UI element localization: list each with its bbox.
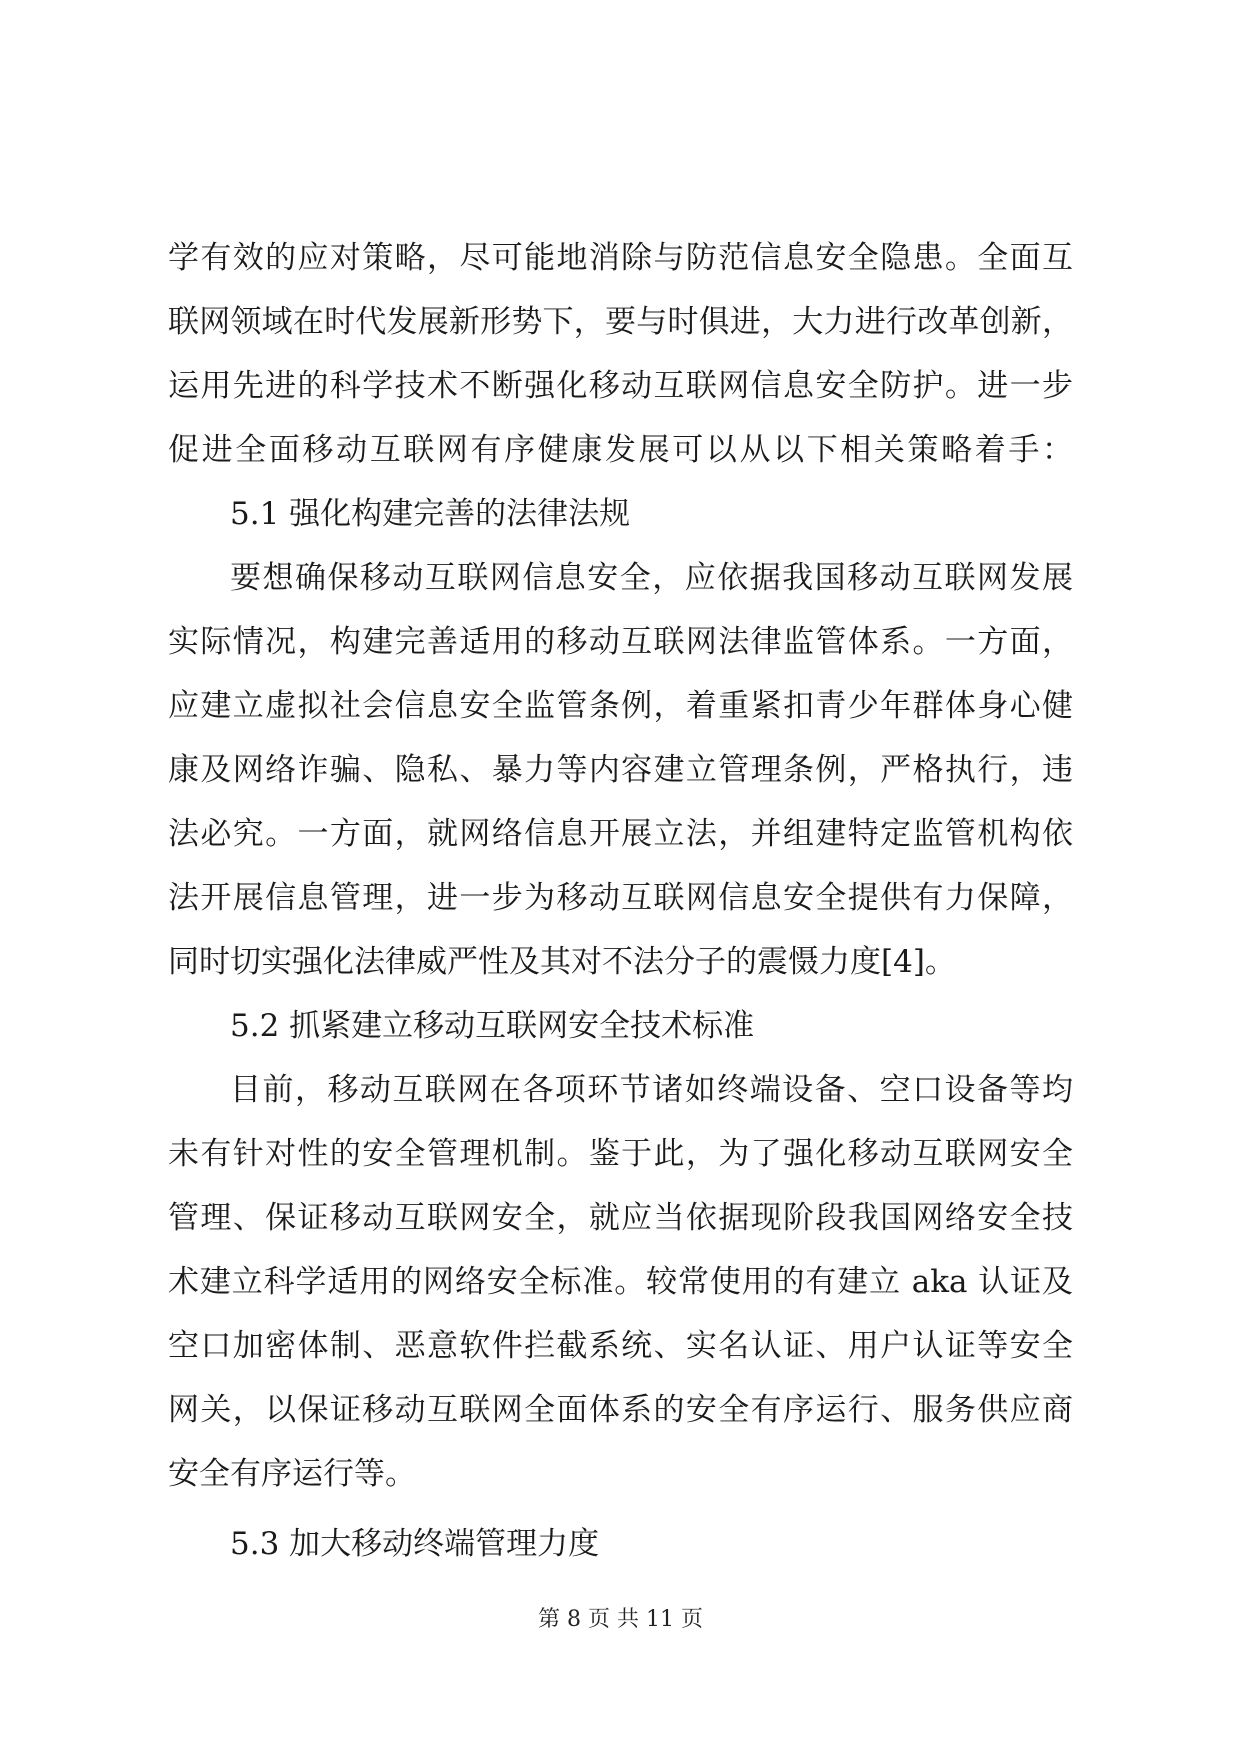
text-line: 术建立科学适用的网络安全标准。较常使用的有建立 aka 认证及 <box>168 1264 1073 1300</box>
text-line: 安全有序运行等。 <box>168 1456 416 1492</box>
text-line: 网关，以保证移动互联网全面体系的安全有序运行、服务供应商 <box>168 1392 1073 1428</box>
text-line: 法必究。一方面，就网络信息开展立法，并组建特定监管机构依 <box>168 816 1073 852</box>
text-line: 实际情况，构建完善适用的移动互联网法律监管体系。一方面， <box>168 624 1073 660</box>
text-line: 学有效的应对策略，尽可能地消除与防范信息安全隐患。全面互 <box>168 240 1073 276</box>
text-line: 联网领域在时代发展新形势下，要与时俱进，大力进行改革创新， <box>168 304 1073 340</box>
text-line: 应建立虚拟社会信息安全监管条例，着重紧扣青少年群体身心健 <box>168 688 1073 724</box>
section-heading-5-2: 5.2 抓紧建立移动互联网安全技术标准 <box>230 1008 755 1044</box>
text-line: 要想确保移动互联网信息安全，应依据我国移动互联网发展 <box>230 560 1073 596</box>
text-line: 未有针对性的安全管理机制。鉴于此，为了强化移动互联网安全 <box>168 1136 1073 1172</box>
text-line: 运用先进的科学技术不断强化移动互联网信息安全防护。进一步 <box>168 368 1073 404</box>
body-text <box>168 226 1073 1576</box>
text-line: 法开展信息管理，进一步为移动互联网信息安全提供有力保障， <box>168 880 1073 916</box>
text-line: 促进全面移动互联网有序健康发展可以从以下相关策略着手： <box>168 432 1073 468</box>
text-line: 空口加密体制、恶意软件拦截系统、实名认证、用户认证等安全 <box>168 1328 1073 1364</box>
section-heading-5-3: 5.3 加大移动终端管理力度 <box>230 1526 600 1562</box>
text-line: 目前，移动互联网在各项环节诸如终端设备、空口设备等均 <box>230 1072 1073 1108</box>
page-number-footer: 第 8 页 共 11 页 <box>538 1607 703 1632</box>
section-heading-5-1: 5.1 强化构建完善的法律法规 <box>230 496 631 532</box>
text-line: 康及网络诈骗、隐私、暴力等内容建立管理条例，严格执行，违 <box>168 752 1073 788</box>
text-line: 同时切实强化法律威严性及其对不法分子的震慑力度[4]。 <box>168 944 956 980</box>
text-line: 管理、保证移动互联网安全，就应当依据现阶段我国网络安全技 <box>168 1200 1073 1236</box>
